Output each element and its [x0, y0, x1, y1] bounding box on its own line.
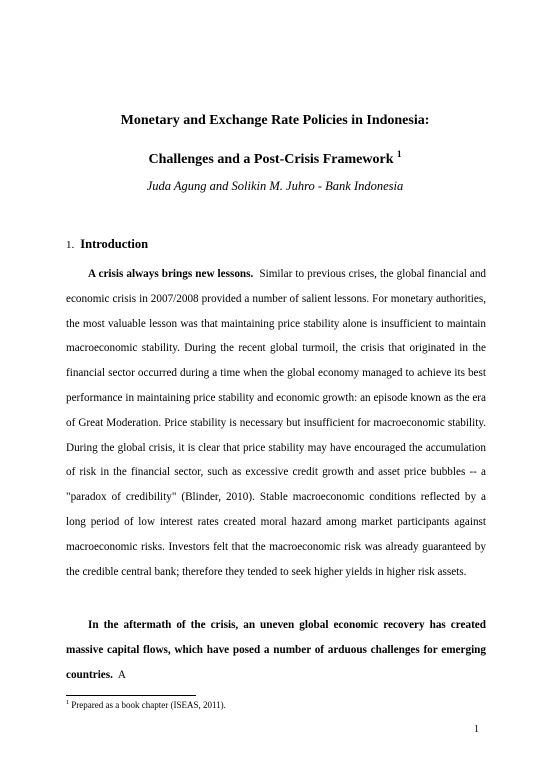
author-line: Juda Agung and Solikin M. Juhro - Bank Indonesia	[146, 179, 404, 193]
footnote	[66, 699, 226, 710]
title-line-2-text: Challenges and a Post-Crisis Framework	[148, 152, 394, 167]
title-line-2	[0, 149, 550, 168]
section-title: Introduction	[80, 237, 149, 251]
paragraph-1	[66, 262, 486, 584]
paragraph-1-lead: A crisis always brings new lessons.	[88, 268, 254, 280]
title-footnote-marker: 1	[397, 149, 402, 159]
section-heading	[66, 237, 148, 252]
paragraph-1-body: Similar to previous crises, the global financial and economic crisis in 2007/2008 provided a number of salient lessons. For monetary authorities, the most valuable lesson was that maintaining price stability alone is insufficient to maintain macroeconomic stability. During the recent global turmoil, the crisis that originated in the financial sector occurred during a time when the global economy managed to achieve its best performance in maintaining price stability and economic growth: an episode known as the era of Great Moderation. Price stability is necessary but insufficient for macroeconomic stability. During the global crisis, it is clear that price stability may have encouraged the accumulation of risk in the financial sector, such as excessive credit growth and asset price bubbles -- a "paradox of credibility" (Blinder, 2010). Stable macroeconomic conditions reflected by a long period of low interest rates created moral hazard among market participants against macroeconomic risks. Investors felt that the macroeconomic risk was already guaranteed by the credible central bank; therefore they tended to seek higher yields in higher risk assets.	[66, 268, 487, 578]
section-number: 1.	[66, 239, 75, 251]
footnote-text: Prepared as a book chapter (ISEAS, 2011).	[71, 700, 226, 710]
title-line-1: Monetary and Exchange Rate Policies in Indonesia:	[120, 113, 430, 128]
paragraph-2-body: A	[117, 668, 126, 681]
paragraph-2-lead: In the aftermath of the crisis, an uneven global economic recovery has created massive capital flows, which have posed a number of arduous challenges for emerging countries.	[66, 619, 486, 681]
page-number: 1	[474, 724, 479, 735]
paragraph-2	[66, 613, 486, 687]
footnote-marker: 1	[66, 699, 70, 706]
footnote-separator	[66, 695, 196, 696]
